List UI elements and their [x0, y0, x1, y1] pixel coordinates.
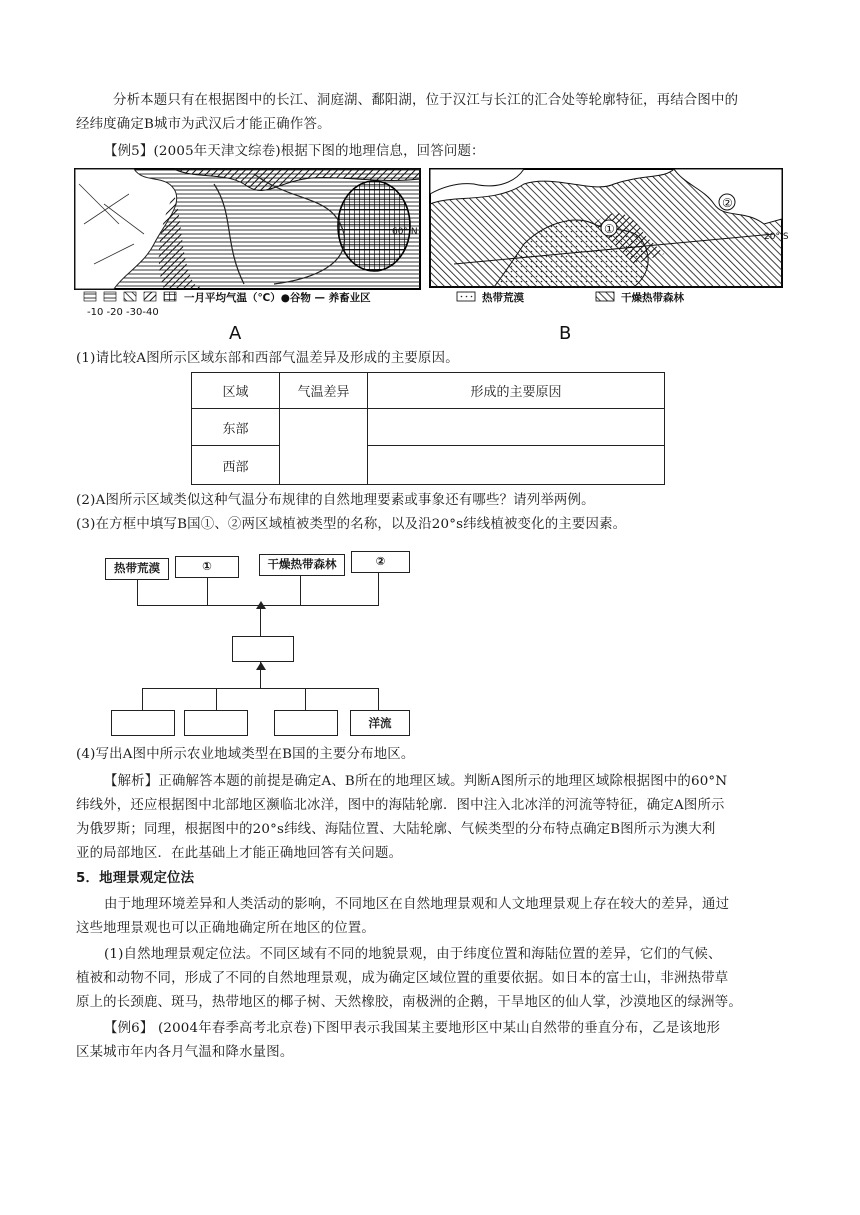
- analysis-line-4: 亚的局部地区．在此基础上才能正确地回答有关问题。: [76, 846, 403, 861]
- section-5-para-2a: (1)自然地理景观定位法。不同区域有不同的地貌景观，由于纬度位置和海陆位置的差异，它们的气候、: [104, 947, 722, 962]
- table-cell-west-reason[interactable]: [368, 446, 665, 485]
- section-5-para-2c: 原上的长颈鹿、斑马，热带地区的椰子树、天然橡胶，南极洲的企鹅，干旱地区的仙人掌，沙漠地区的绿洲等。: [76, 995, 742, 1010]
- analysis-line-3: 为俄罗斯；同理，根据图中的20°s纬线、海陆位置、大陆轮廓、气候类型的分布特点确定B图所示为澳大利: [76, 822, 716, 837]
- para-analysis-2: 经纬度确定B城市为武汉后才能正确作答。: [76, 117, 331, 132]
- flow-box-factor[interactable]: [232, 636, 294, 662]
- comparison-table: [191, 372, 665, 485]
- flow-box-region-1[interactable]: ①: [175, 556, 239, 578]
- flow-box-bottom-1[interactable]: [111, 710, 175, 736]
- table-header-temp: 气温差异: [280, 373, 368, 409]
- section-5-para-1a: 由于地理环境差异和人类活动的影响，不同地区在自然地理景观和人文地理景观上存在较大的差异，通过: [104, 897, 730, 912]
- legend-b: [457, 291, 684, 344]
- map-a-latitude-label: 60° N: [392, 227, 418, 237]
- flow-box-dry-forest: 干燥热带森林: [259, 554, 345, 576]
- map-b-latitude-label: 20° S: [764, 232, 789, 242]
- table-cell-temp-answer[interactable]: [280, 409, 368, 485]
- example-6-line-2: 区某城市年内各月气温和降水量图。: [76, 1045, 294, 1060]
- example-6-line-1: 【例6】 (2004年春季高考北京卷)下图甲表示我国某主要地形区中某山自然带的垂直分布，乙是该地形: [104, 1021, 721, 1036]
- section-5-para-2b: 植被和动物不同，形成了不同的自然地理景观，成为确定区域位置的重要依据。如日本的富士山，非洲热带草: [76, 971, 729, 986]
- example-5-heading: 【例5】(2005年天津文综卷)根据下图的地理信息，回答问题：: [104, 144, 485, 159]
- flow-box-region-2[interactable]: ②: [351, 551, 410, 573]
- legend-a-text: 一月平均气温（℃）●谷物 — 养畜业区: [184, 292, 371, 304]
- question-3: (3)在方框中填写B国①、②两区域植被类型的名称，以及沿20°s纬线植被变化的主要因素。: [76, 517, 627, 532]
- flow-box-ocean-current: 洋流: [350, 710, 410, 736]
- table-row-west: 西部: [192, 446, 280, 485]
- legend-a: [84, 291, 371, 344]
- map-b: [430, 169, 789, 287]
- table-cell-east-reason[interactable]: [368, 409, 665, 446]
- map-b-region-2: ②: [722, 196, 733, 210]
- table-header-reason: 形成的主要原因: [368, 373, 665, 409]
- map-b-label: B: [559, 323, 572, 344]
- flow-box-bottom-2[interactable]: [184, 710, 248, 736]
- question-1: (1)请比较A图所示区域东部和西部气温差异及形成的主要原因。: [76, 351, 459, 366]
- section-5-heading: 5．地理景观定位法: [76, 871, 195, 886]
- map-b-region-1: ①: [604, 222, 615, 236]
- para-analysis-1: 分析本题只有在根据图中的长江、洞庭湖、鄱阳湖，位于汉江与长江的汇合处等轮廓特征，再结合图中的: [113, 93, 739, 108]
- question-4: (4)写出A图中所示农业地域类型在B国的主要分布地区。: [76, 747, 415, 762]
- legend-b-desert: 热带荒漠: [482, 292, 524, 304]
- section-5-para-1b: 这些地理景观也可以正确地确定所在地区的位置。: [76, 921, 375, 936]
- flow-box-bottom-3[interactable]: [274, 710, 338, 736]
- table-header-region: 区域: [192, 373, 280, 409]
- map-a-label: A: [229, 323, 242, 344]
- table-row-east: 东部: [192, 409, 280, 446]
- legend-a-scale: -10 -20 -30-40: [87, 307, 159, 318]
- map-a: [75, 169, 420, 289]
- legend-b-forest: 干燥热带森林: [621, 292, 684, 304]
- map-figure: [74, 164, 794, 344]
- flow-box-tropical-desert: 热带荒漠: [105, 558, 169, 580]
- question-2: (2)A图所示区域类似这种气温分布规律的自然地理要素或事象还有哪些？请列举两例。: [76, 493, 595, 508]
- analysis-line-2: 纬线外，还应根据图中北部地区濒临北冰洋，图中的海陆轮廓．图中注入北冰洋的河流等特征，确定A图所示: [76, 798, 725, 813]
- analysis-line-1: 【解析】正确解答本题的前提是确定A、B所在的地理区域。判断A图所示的地理区域除根据图中的60°N: [104, 774, 728, 789]
